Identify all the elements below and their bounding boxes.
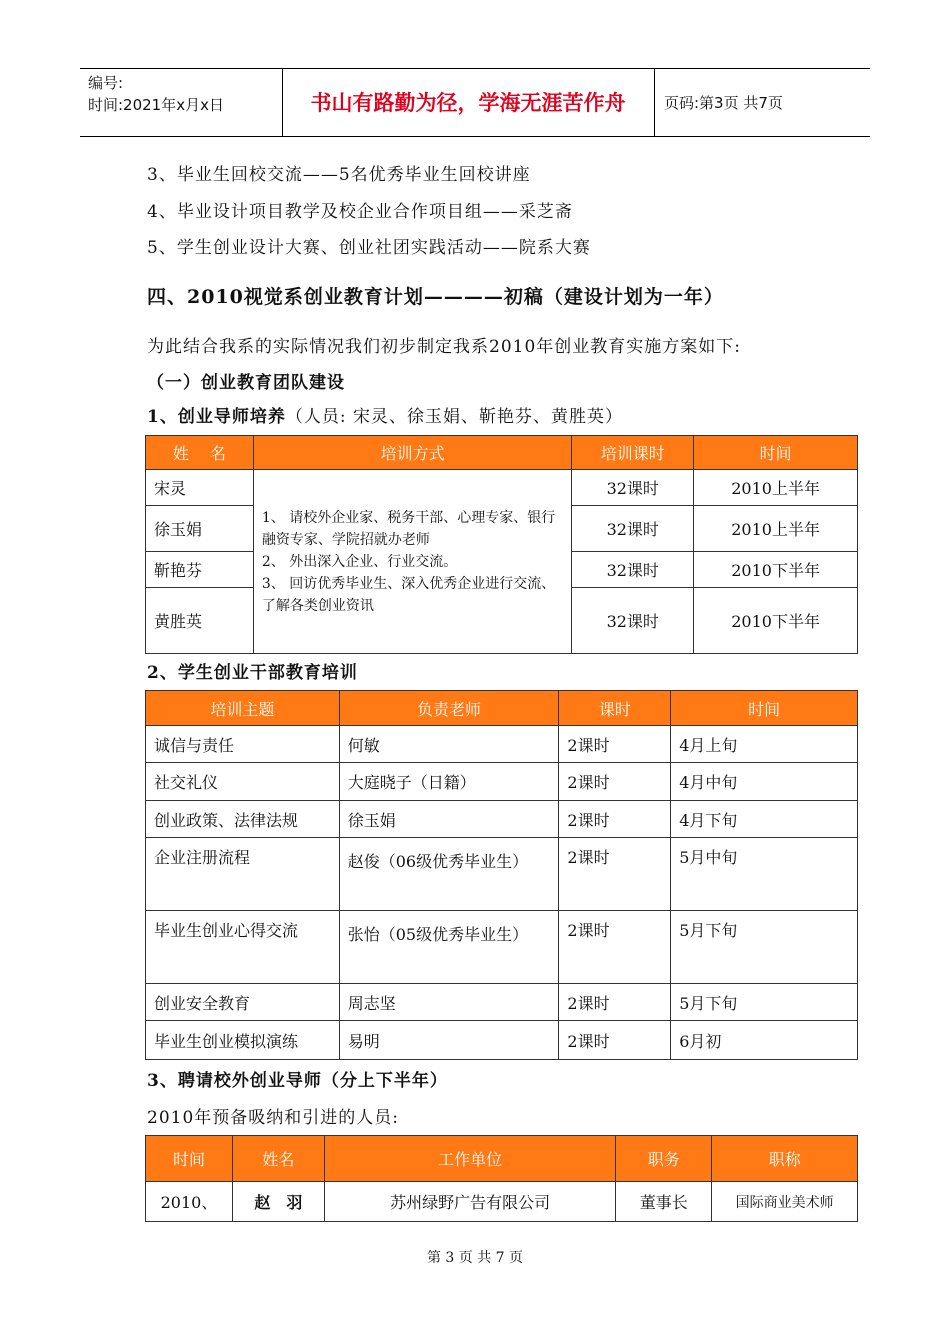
- table-cell: 毕业生创业心得交流: [146, 911, 340, 984]
- table-cell: 2课时: [559, 763, 671, 801]
- mentor-table: [145, 435, 858, 654]
- table-cell: 2课时: [559, 1021, 671, 1060]
- cadre-heading: 2、学生创业干部教育培训: [147, 663, 358, 683]
- header-bottom-rule: [80, 136, 870, 137]
- method-item: 1、 请校外企业家、税务干部、心理专家、银行融资专家、学院招就办老师: [261, 509, 556, 548]
- cadre-table: [145, 690, 858, 1060]
- table-row: [146, 763, 858, 801]
- table-cell: 5月下旬: [671, 911, 858, 984]
- list-item: 5、学生创业设计大赛、创业社团实践活动——院系大赛: [147, 238, 591, 258]
- table-cell: 5月下旬: [671, 984, 858, 1021]
- header-motto: 书山有路勤为径，学海无涯苦作舟: [310, 91, 626, 115]
- outside-heading: 3、聘请校外创业导师（分上下半年）: [147, 1071, 448, 1091]
- table-row: [146, 1021, 858, 1060]
- table-cell: 大庭晓子（日籍）: [339, 763, 559, 801]
- col-header: 职称: [712, 1136, 858, 1182]
- table-cell: 宋灵: [146, 470, 254, 506]
- table-cell: 企业注册流程: [146, 838, 340, 911]
- table-cell: 社交礼仪: [146, 763, 340, 801]
- mentor-heading: 1、创业导师培养: [147, 407, 286, 427]
- table-cell: 2课时: [559, 726, 671, 763]
- table-cell: 32课时: [572, 552, 694, 588]
- table-row: [146, 984, 858, 1021]
- table-cell: 2课时: [559, 801, 671, 838]
- page-footer: 第 3 页 共 7 页: [426, 1250, 524, 1266]
- table-cell: 张怡（05级优秀毕业生）: [339, 911, 559, 984]
- table-cell: 2010、: [146, 1182, 233, 1222]
- col-header: 培训课时: [572, 436, 694, 470]
- table-cell: 创业政策、法律法规: [146, 801, 340, 838]
- table-cell: 32课时: [572, 470, 694, 506]
- col-header: 职务: [616, 1136, 712, 1182]
- table-cell: 周志坚: [339, 984, 559, 1021]
- table-cell: 2010下半年: [694, 588, 858, 654]
- col-header: 工作单位: [324, 1136, 615, 1182]
- section-heading: 四、2010视觉系创业教育计划————初稿（建设计划为一年）: [147, 286, 724, 308]
- col-header: 课时: [559, 691, 671, 726]
- table-cell: 6月初: [671, 1021, 858, 1060]
- table-cell: 32课时: [572, 588, 694, 654]
- list-item: 4、毕业设计项目教学及校企业合作项目组——采芝斋: [147, 202, 573, 222]
- header-left: [88, 72, 224, 116]
- col-header: 姓 名: [146, 436, 254, 470]
- table-cell: 5月中旬: [671, 838, 858, 911]
- table-cell: 4月中旬: [671, 763, 858, 801]
- table-cell: 4月下旬: [671, 801, 858, 838]
- table-cell: 赵俊（06级优秀毕业生）: [339, 838, 559, 911]
- col-header: 培训方式: [253, 436, 571, 470]
- doc-number-label: 编号:: [88, 74, 124, 92]
- table-cell: 2课时: [559, 911, 671, 984]
- table-cell: 何敏: [339, 726, 559, 763]
- table-row: [146, 1182, 858, 1222]
- col-header: 时间: [671, 691, 858, 726]
- col-header: 时间: [146, 1136, 233, 1182]
- header-page-label: 页码:第3页 共7页: [664, 93, 783, 112]
- table-cell: 易明: [339, 1021, 559, 1060]
- table-cell: 董事长: [616, 1182, 712, 1222]
- table-row: [146, 838, 858, 911]
- col-header: 时间: [694, 436, 858, 470]
- table-cell: 4月上旬: [671, 726, 858, 763]
- doc-date-label: 时间:2021年x月x日: [88, 96, 224, 114]
- table-cell: 2010上半年: [694, 506, 858, 552]
- table-cell: 毕业生创业模拟演练: [146, 1021, 340, 1060]
- list-item: 3、毕业生回校交流——5名优秀毕业生回校讲座: [147, 165, 531, 185]
- method-item: 3、 回访优秀毕业生、深入优秀企业进行交流、了解各类创业资讯: [261, 575, 556, 614]
- table-cell: 2课时: [559, 984, 671, 1021]
- table-cell: 黄胜英: [146, 588, 254, 654]
- training-method-cell: [253, 470, 571, 654]
- table-cell: 徐玉娟: [146, 506, 254, 552]
- col-header: 培训主题: [146, 691, 340, 726]
- table-cell: 徐玉娟: [339, 801, 559, 838]
- table-row: [146, 726, 858, 763]
- table-cell: 诚信与责任: [146, 726, 340, 763]
- table-row: [146, 911, 858, 984]
- table-cell: 赵 羽: [232, 1182, 324, 1222]
- mentor-heading-line: [147, 402, 623, 427]
- table-cell: 2课时: [559, 838, 671, 911]
- table-cell: 2010下半年: [694, 552, 858, 588]
- table-cell: 苏州绿野广告有限公司: [324, 1182, 615, 1222]
- sub-heading: （一）创业教育团队建设: [147, 373, 345, 393]
- outside-mentor-table: [145, 1135, 858, 1222]
- intro-paragraph: 为此结合我系的实际情况我们初步制定我系2010年创业教育实施方案如下:: [147, 337, 741, 357]
- table-cell: 2010上半年: [694, 470, 858, 506]
- mentor-people: （人员: 宋灵、徐玉娟、靳艳芬、黄胜英）: [285, 407, 623, 427]
- col-header: 负责老师: [339, 691, 559, 726]
- table-cell: 靳艳芬: [146, 552, 254, 588]
- outside-intro: 2010年预备吸纳和引进的人员:: [147, 1108, 399, 1128]
- table-cell: 创业安全教育: [146, 984, 340, 1021]
- method-item: 2、 外出深入企业、行业交流。: [261, 553, 458, 570]
- table-cell: 32课时: [572, 506, 694, 552]
- header-divider: [654, 68, 655, 136]
- table-row: [146, 801, 858, 838]
- col-header: 姓名: [232, 1136, 324, 1182]
- table-cell: 国际商业美术师: [712, 1182, 858, 1222]
